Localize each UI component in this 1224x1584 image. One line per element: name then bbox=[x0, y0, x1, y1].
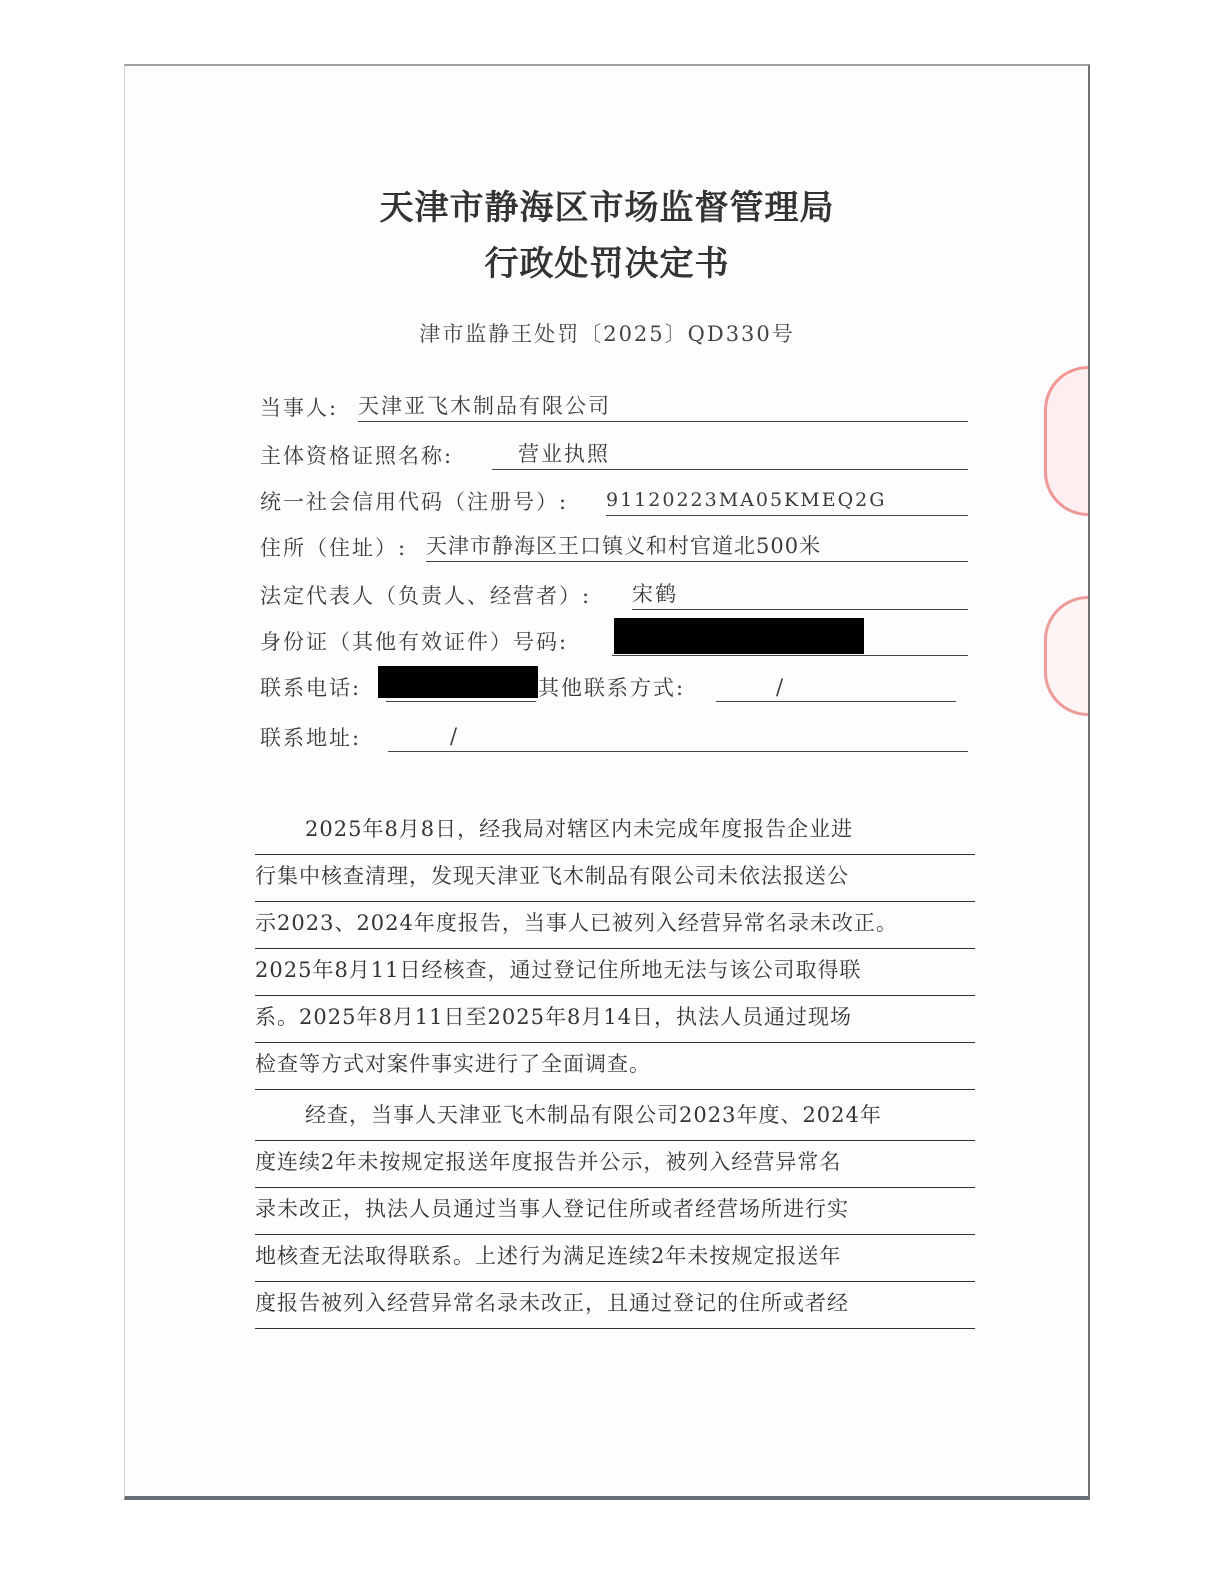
field-label: 当事人: bbox=[260, 396, 339, 420]
redaction-block bbox=[614, 618, 864, 654]
field-label: 联系电话: bbox=[260, 676, 362, 700]
field-party bbox=[260, 392, 968, 426]
party-value: 天津亚飞木制品有限公司 bbox=[358, 391, 968, 422]
field-label: 主体资格证照名称: bbox=[260, 444, 454, 468]
field-label: 住所（住址）: bbox=[260, 536, 408, 560]
paragraph-line: 示2023、2024年度报告，当事人已被列入经营异常名录未改正。 bbox=[255, 902, 975, 949]
paragraph-line: 检查等方式对案件事实进行了全面调查。 bbox=[255, 1043, 975, 1090]
field-license bbox=[260, 440, 968, 474]
field-label: 其他联系方式: bbox=[538, 676, 686, 700]
field-label: 统一社会信用代码（注册号）: bbox=[260, 490, 569, 514]
paragraph-line: 录未改正，执法人员通过当事人登记住所或者经营场所进行实 bbox=[255, 1188, 975, 1235]
paragraph-line: 度报告被列入经营异常名录未改正，且通过登记的住所或者经 bbox=[255, 1282, 975, 1329]
paragraph-line: 系。2025年8月11日至2025年8月14日，执法人员通过现场 bbox=[255, 996, 975, 1043]
contact-address-value: / bbox=[388, 721, 968, 752]
field-legal-rep bbox=[260, 580, 968, 614]
field-contact-address bbox=[260, 722, 968, 756]
paragraph-line: 地核查无法取得联系。上述行为满足连续2年未按规定报送年 bbox=[255, 1235, 975, 1282]
redaction-block bbox=[378, 666, 538, 698]
paragraph-findings bbox=[255, 1094, 975, 1329]
field-label: 联系地址: bbox=[260, 726, 362, 750]
license-value: 营业执照 bbox=[492, 439, 968, 470]
legal-rep-value: 宋鹤 bbox=[632, 579, 968, 610]
paragraph-line: 度连续2年未按规定报送年度报告并公示，被列入经营异常名 bbox=[255, 1141, 975, 1188]
field-label: 法定代表人（负责人、经营者）: bbox=[260, 584, 592, 608]
paragraph-investigation bbox=[255, 808, 975, 1090]
paragraph-line: 2025年8月11日经核查，通过登记住所地无法与该公司取得联 bbox=[255, 949, 975, 996]
field-phone bbox=[260, 672, 968, 706]
paragraph-line: 行集中核查清理，发现天津亚飞木制品有限公司未依法报送公 bbox=[255, 855, 975, 902]
field-label: 身份证（其他有效证件）号码: bbox=[260, 630, 569, 654]
credit-code-value: 91120223MA05KMEQ2G bbox=[606, 485, 968, 516]
field-address bbox=[260, 532, 968, 566]
address-value: 天津市静海区王口镇义和村官道北500米 bbox=[426, 531, 968, 562]
agency-title: 天津市静海区市场监督管理局 bbox=[379, 188, 835, 228]
field-credit-code bbox=[260, 486, 968, 520]
field-id-number bbox=[260, 626, 968, 660]
other-contact-value: / bbox=[716, 672, 956, 702]
official-seal-fragment bbox=[1044, 366, 1088, 516]
paragraph-line: 2025年8月8日，经我局对辖区内未完成年度报告企业进 bbox=[255, 808, 975, 855]
official-seal-fragment bbox=[1044, 596, 1088, 716]
document-number: 津市监静王处罚〔2025〕QD330号 bbox=[419, 322, 795, 346]
document-type-title: 行政处罚决定书 bbox=[484, 244, 730, 284]
paragraph-line: 经查，当事人天津亚飞木制品有限公司2023年度、2024年 bbox=[255, 1094, 975, 1141]
